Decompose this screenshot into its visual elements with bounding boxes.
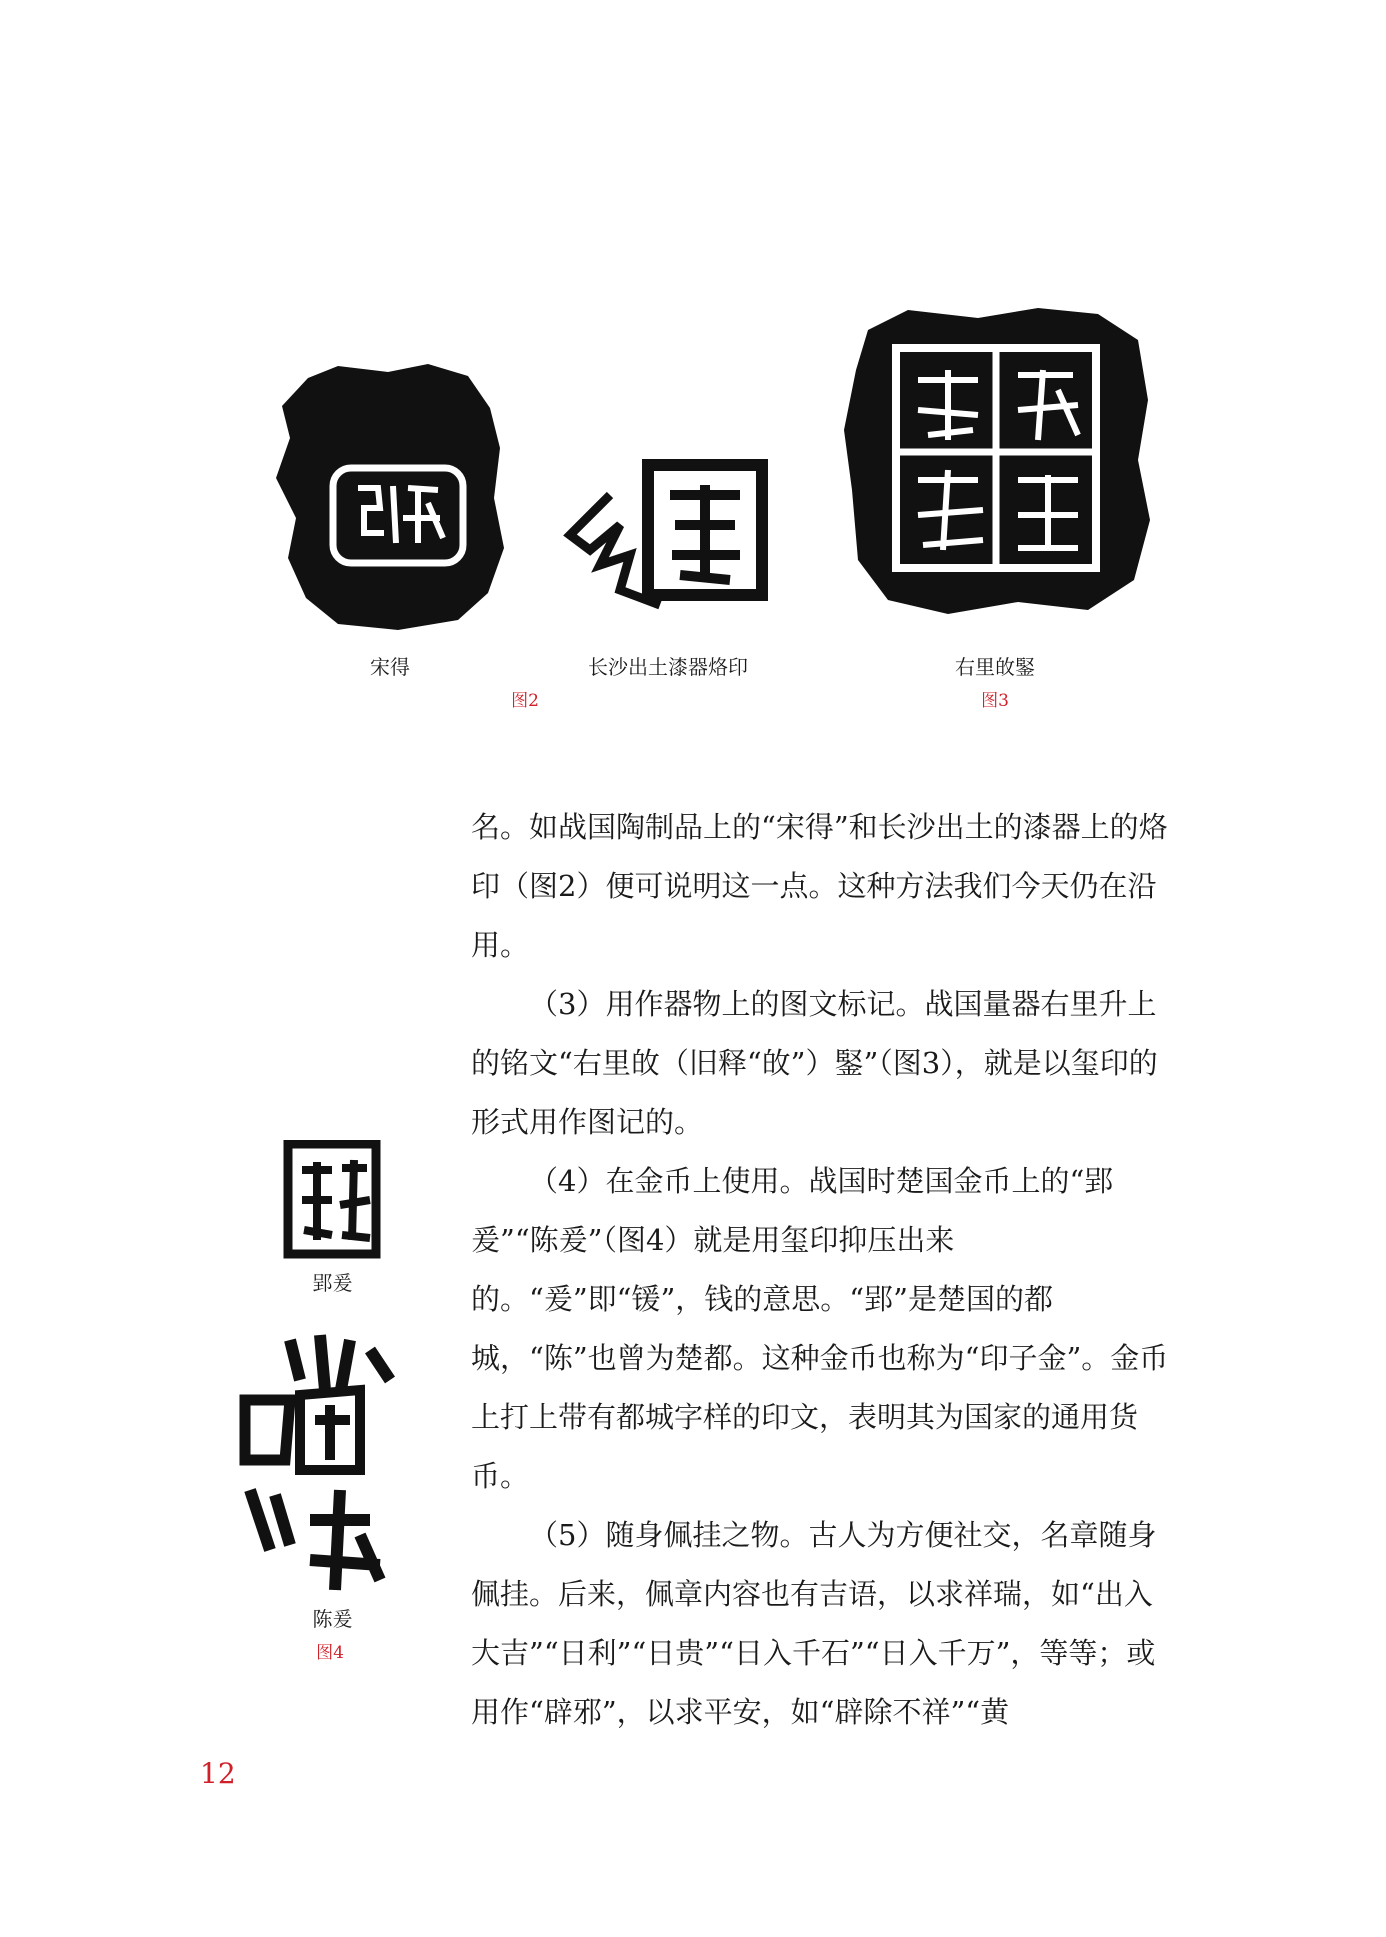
figure-label-2: 图2	[511, 691, 539, 711]
seal-changsha-lacquer-image	[560, 455, 780, 615]
seal-song-de-image	[268, 358, 508, 638]
seal-youli-image	[838, 300, 1154, 620]
paragraph-3: （4）在金币上使用。战国时楚国金币上的“郢爰”“陈爰”（图4）就是用玺印抑压出来的。“爰”即“锾”，钱的意思。“郢”是楚国的都城，“陈”也曾为楚都。这种金币也称为“印子金”。金币上打上带有都城字样的印文，表明其为国家的通用货币。	[471, 1164, 1169, 1493]
body-text	[471, 798, 1171, 1742]
paragraph-2: （3）用作器物上的图文标记。战国量器右里升上的铭文“右里敀（旧释“敀”）鋻”（图3），就是以玺印的形式用作图记的。	[471, 987, 1158, 1139]
seal-chen-yuan-image	[230, 1320, 430, 1600]
caption-changsha-lacquer: 长沙出土漆器烙印	[588, 655, 748, 679]
page-number: 12	[200, 1757, 236, 1790]
figure-label-3: 图3	[981, 691, 1009, 711]
figure-label-4: 图4	[316, 1643, 344, 1663]
paragraph-1: 名。如战国陶制品上的“宋得”和长沙出土的漆器上的烙印（图2）便可说明这一点。这种方法我们今天仍在沿用。	[471, 810, 1168, 962]
caption-youli: 右里敀鋻	[955, 655, 1035, 679]
caption-ying-yuan: 郢爰	[312, 1271, 353, 1295]
caption-song-de: 宋得	[370, 655, 410, 679]
paragraph-4: （5）随身佩挂之物。古人为方便社交，名章随身佩挂。后来，佩章内容也有吉语，以求祥瑞，如“出入大吉”“日利”“日贵”“日入千石”“日入千万”，等等；或用作“辟邪”，以求平安，如“辟除不祥”“黄	[471, 1518, 1157, 1729]
caption-chen-yuan: 陈爰	[312, 1607, 353, 1631]
seal-ying-yuan-image	[282, 1140, 382, 1260]
